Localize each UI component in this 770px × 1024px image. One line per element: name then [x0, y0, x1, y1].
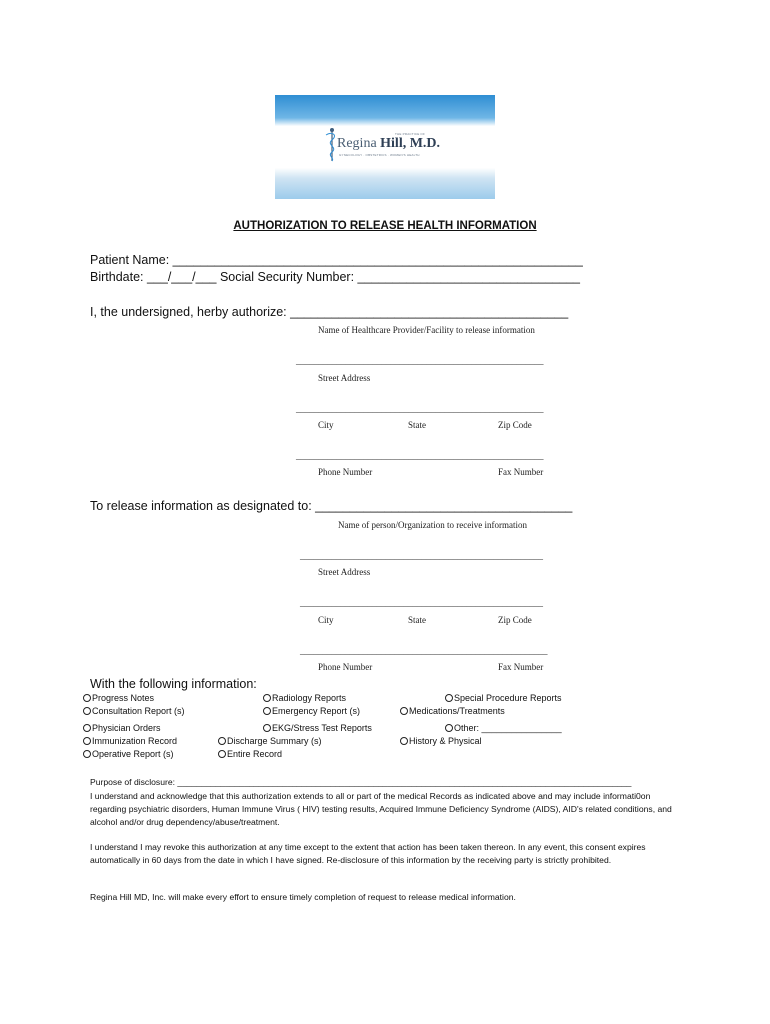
provider-street-label: Street Address: [318, 373, 371, 383]
recipient-phone-blank[interactable]: _______________________________________________________: [300, 646, 548, 656]
radio-circle-icon[interactable]: [445, 724, 453, 732]
provider-caption: Name of Healthcare Provider/Facility to release information: [318, 325, 535, 335]
option-progress-notes[interactable]: Progress Notes: [83, 693, 154, 703]
radio-circle-icon[interactable]: [83, 724, 91, 732]
radio-circle-icon[interactable]: [400, 707, 408, 715]
logo-brand-name: Regina Hill, M.D.: [337, 136, 441, 151]
provider-state-label: State: [408, 420, 426, 430]
option-history-physical[interactable]: History & Physical: [400, 736, 482, 746]
provider-street-blank[interactable]: _______________________________________________________: [296, 356, 544, 366]
radio-circle-icon[interactable]: [83, 694, 91, 702]
recipient-phone-label: Phone Number: [318, 662, 373, 672]
recipient-street-label: Street Address: [318, 567, 371, 577]
option-special-procedure[interactable]: Special Procedure Reports: [445, 693, 562, 703]
option-medications[interactable]: Medications/Treatments: [400, 706, 505, 716]
logo-tagline: GYNECOLOGY · OBSTETRICS · WOMEN'S HEALTH: [339, 153, 420, 157]
provider-city-label: City: [318, 420, 334, 430]
provider-fax-label: Fax Number: [498, 467, 544, 477]
option-immunization-record[interactable]: Immunization Record: [83, 736, 177, 746]
recipient-zip-label: Zip Code: [498, 615, 532, 625]
radio-circle-icon[interactable]: [445, 694, 453, 702]
birthdate-ssn-line[interactable]: Birthdate: ___/___/___ Social Security Number: ________________________________: [90, 270, 580, 284]
provider-phone-label: Phone Number: [318, 467, 373, 477]
provider-city-blank[interactable]: _______________________________________________________: [296, 404, 544, 414]
option-physician-orders[interactable]: Physician Orders: [83, 723, 161, 733]
option-discharge-summary[interactable]: Discharge Summary (s): [218, 736, 322, 746]
option-ekg-reports[interactable]: EKG/Stress Test Reports: [263, 723, 372, 733]
recipient-street-blank[interactable]: ______________________________________________________: [300, 551, 543, 561]
radio-circle-icon[interactable]: [263, 724, 271, 732]
radio-circle-icon[interactable]: [218, 750, 226, 758]
recipient-fax-label: Fax Number: [498, 662, 544, 672]
radio-circle-icon[interactable]: [263, 694, 271, 702]
radio-circle-icon[interactable]: [218, 737, 226, 745]
patient-name-line[interactable]: Patient Name: ___________________________________________________________: [90, 253, 583, 267]
practice-logo: [275, 95, 495, 199]
provider-zip-label: Zip Code: [498, 420, 532, 430]
timely-completion-paragraph: Regina Hill MD, Inc. will make every effort to ensure timely completion of request to release medical information.: [90, 892, 516, 902]
purpose-of-disclosure-line[interactable]: Purpose of disclosure: _______________________________________________________________________________________________: [90, 777, 632, 787]
recipient-city-label: City: [318, 615, 334, 625]
release-to-line[interactable]: To release information as designated to: _____________________________________: [90, 499, 573, 513]
option-radiology-reports[interactable]: Radiology Reports: [263, 693, 346, 703]
option-emergency-report[interactable]: Emergency Report (s): [263, 706, 360, 716]
radio-circle-icon[interactable]: [83, 750, 91, 758]
authorize-line[interactable]: I, the undersigned, herby authorize: ________________________________________: [90, 305, 569, 319]
option-entire-record[interactable]: Entire Record: [218, 749, 282, 759]
radio-circle-icon[interactable]: [83, 707, 91, 715]
radio-circle-icon[interactable]: [263, 707, 271, 715]
recipient-caption: Name of person/Organization to receive information: [338, 520, 528, 530]
option-operative-report[interactable]: Operative Report (s): [83, 749, 174, 759]
logo-top-line: THE PRACTICE OF: [395, 132, 426, 136]
option-consultation-report[interactable]: Consultation Report (s): [83, 706, 185, 716]
revocation-paragraph: I understand I may revoke this authorization at any time except to the extent that action has been taken thereon. In any event, this consent expires automatically in 60 days from the date in which I have signed. Re-disclosure of this information by the receiving party is strictly prohibited.: [90, 842, 646, 865]
provider-phone-blank[interactable]: _______________________________________________________: [296, 451, 544, 461]
acknowledgement-paragraph: I understand and acknowledge that this authorization extends to all or part of the medical Records as indicated above and may include informati0on regarding psychiatric disorders, Human Immune Virus ( HIV) testing results, Acquired Immune Deficiency Syndrome (AIDS), AID's related conditions, and alcohol and/or drug dependency/abuse/treatment.: [90, 791, 672, 827]
recipient-state-label: State: [408, 615, 426, 625]
recipient-city-blank[interactable]: ______________________________________________________: [300, 598, 543, 608]
radio-circle-icon[interactable]: [400, 737, 408, 745]
radio-circle-icon[interactable]: [83, 737, 91, 745]
form-title: AUTHORIZATION TO RELEASE HEALTH INFORMATION: [233, 220, 537, 232]
option-other[interactable]: Other: ________________: [445, 723, 562, 733]
info-heading: With the following information:: [90, 677, 257, 691]
